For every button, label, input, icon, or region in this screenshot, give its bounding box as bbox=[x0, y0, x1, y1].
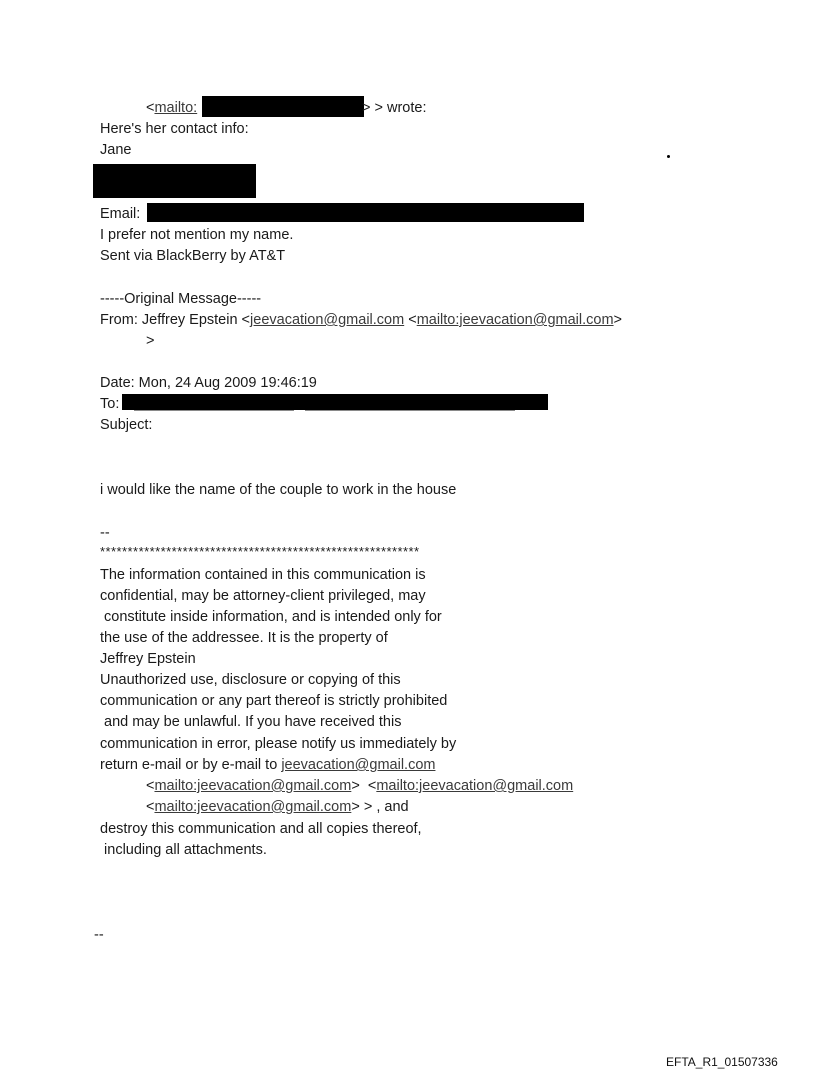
redacted-link-underline bbox=[305, 410, 515, 411]
and-suffix: > > , and bbox=[351, 799, 409, 815]
star-divider: ********************************************************** bbox=[100, 544, 420, 559]
redaction-box bbox=[202, 96, 364, 117]
attachments-line: including all attachments. bbox=[100, 842, 267, 858]
signature-dashes: -- bbox=[100, 525, 110, 541]
return-email-link[interactable]: jeevacation@gmail.com bbox=[281, 757, 436, 773]
mailto-header-line bbox=[146, 99, 197, 117]
disclaimer-line: communication or any part thereof is strictly prohibited bbox=[100, 693, 448, 709]
redaction-box bbox=[147, 203, 584, 222]
wrote-suffix: > > wrote: bbox=[362, 100, 427, 116]
disclaimer-line: Unauthorized use, disclosure or copying of this bbox=[100, 672, 401, 688]
disclaimer-line: The information contained in this communication is bbox=[100, 567, 426, 583]
original-message-separator: -----Original Message----- bbox=[100, 291, 262, 307]
mailto-link-a[interactable]: mailto:jeevacation@gmail.com bbox=[154, 778, 352, 794]
sent-via-line: Sent via BlackBerry by AT&T bbox=[100, 248, 286, 264]
subject-label: Subject: bbox=[100, 417, 153, 433]
mailto-link-c[interactable]: mailto:jeevacation@gmail.com bbox=[154, 799, 352, 815]
disclaimer-line: Jeffrey Epstein bbox=[100, 651, 196, 667]
mailto-line-a: <mailto:jeevacation@gmail.com> <mailto:jeevacation@gmail.com bbox=[146, 778, 574, 794]
document-id: EFTA_R1_01507336 bbox=[666, 1055, 778, 1069]
message-body: i would like the name of the couple to work in the house bbox=[100, 482, 457, 498]
mailto-link[interactable]: mailto: bbox=[154, 100, 198, 116]
disclaimer-line: confidential, may be attorney-client privileged, may bbox=[100, 588, 426, 604]
destroy-line: destroy this communication and all copies thereof, bbox=[100, 821, 422, 837]
redacted-link-underline bbox=[134, 410, 294, 411]
return-prefix: return e-mail or by e-mail to bbox=[100, 757, 282, 773]
email-label: Email: bbox=[100, 206, 141, 222]
redaction-box bbox=[93, 164, 256, 198]
redaction-box bbox=[122, 394, 548, 410]
contact-intro: Here's her contact info: bbox=[100, 121, 249, 137]
disclaimer-line: and may be unlawful. If you have received this bbox=[100, 714, 402, 730]
to-label: To: bbox=[100, 396, 120, 412]
return-email-line bbox=[100, 756, 435, 774]
contact-name: Jane bbox=[100, 142, 132, 158]
date-line: Date: Mon, 24 Aug 2009 19:46:19 bbox=[100, 375, 317, 391]
trailer-dashes: -- bbox=[94, 927, 104, 943]
from-mid: < bbox=[404, 312, 417, 328]
mailto-line-c: <mailto:jeevacation@gmail.com> > , and bbox=[146, 799, 409, 815]
disclaimer-line: constitute inside information, and is intended only for bbox=[100, 609, 442, 625]
disclaimer-line: the use of the addressee. It is the property of bbox=[100, 630, 388, 646]
from-close-wrapped: > bbox=[146, 333, 155, 349]
from-close: > bbox=[613, 312, 623, 328]
from-label: From: Jeffrey Epstein < bbox=[100, 312, 251, 328]
from-line bbox=[100, 311, 622, 329]
from-mailto-link[interactable]: mailto:jeevacation@gmail.com bbox=[416, 312, 614, 328]
from-email-link[interactable]: jeevacation@gmail.com bbox=[250, 312, 405, 328]
disclaimer-line: communication in error, please notify us immediately by bbox=[100, 736, 457, 752]
mailto-link-b[interactable]: mailto:jeevacation@gmail.com bbox=[376, 778, 574, 794]
prefer-line: I prefer not mention my name. bbox=[100, 227, 294, 243]
stray-dot bbox=[667, 155, 670, 158]
mailto-open-bracket: < bbox=[146, 100, 155, 116]
